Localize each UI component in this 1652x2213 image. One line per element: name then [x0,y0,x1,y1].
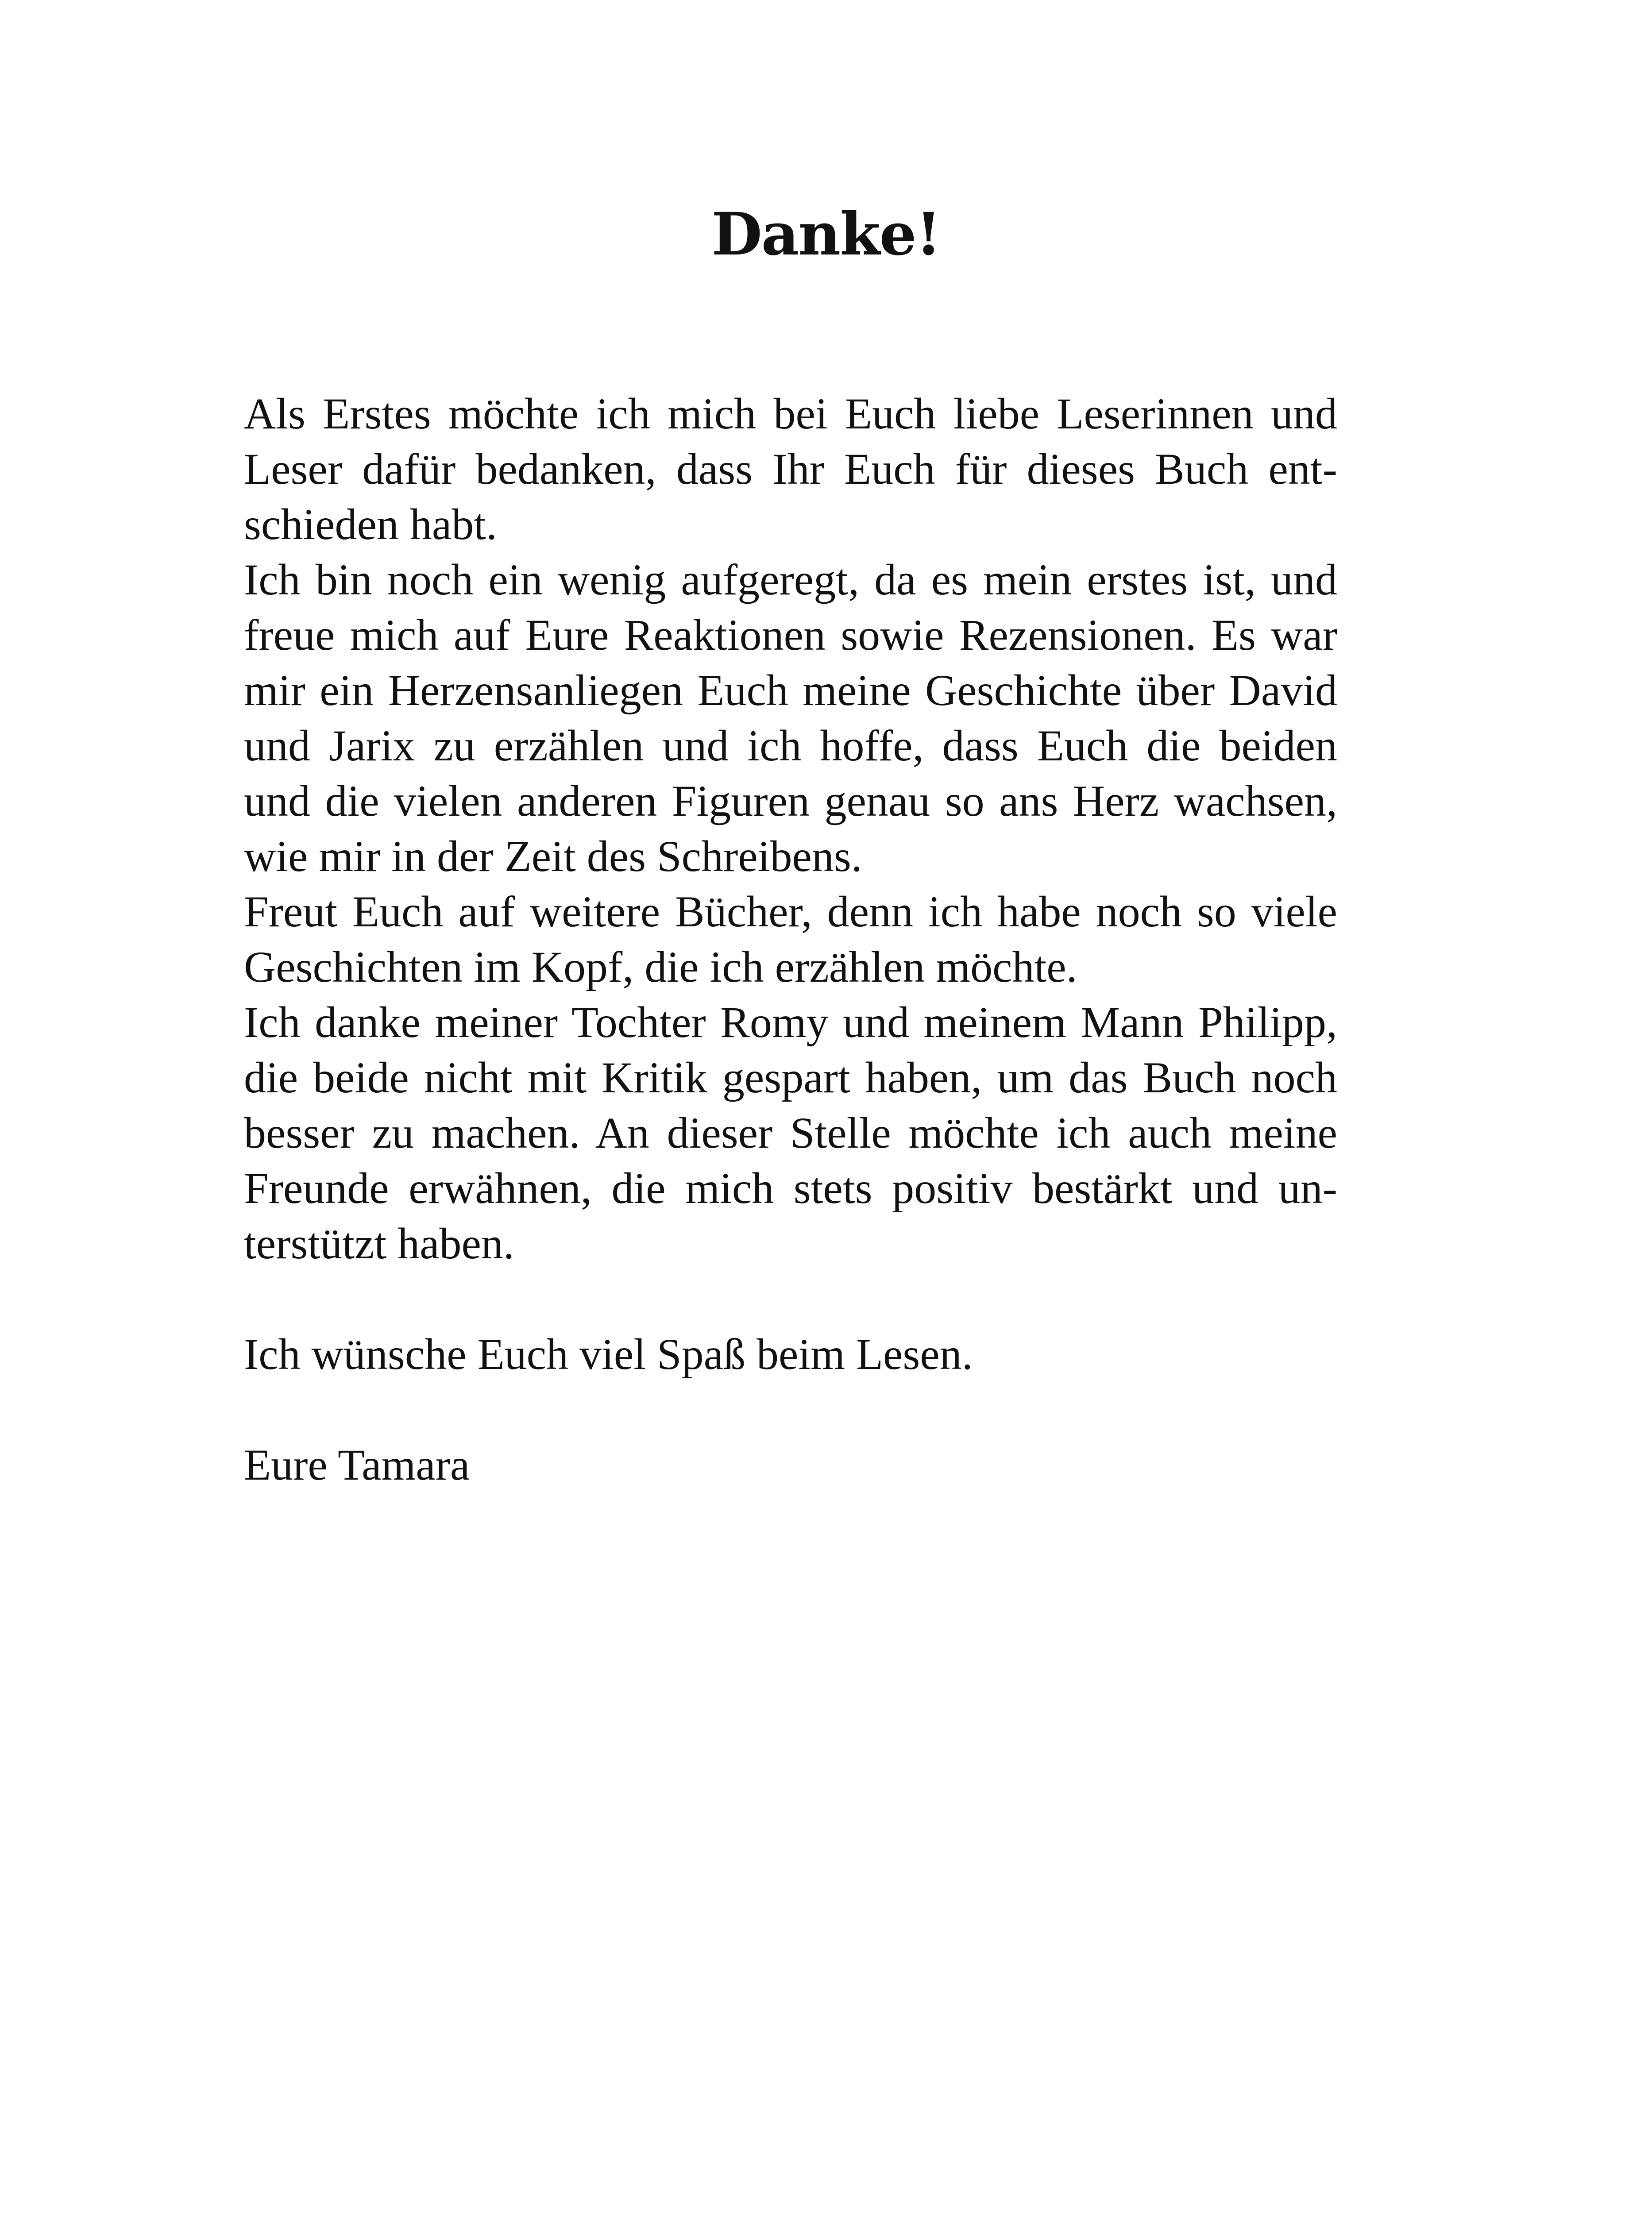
text-line: Freut Euch auf weitere Bücher, denn ich habe noch so viele [244,887,1337,936]
text-line: terstützt haben. [244,1219,514,1268]
text-line: Geschichten im Kopf, die ich erzählen möchte. [244,942,1077,991]
text-line: besser zu machen. An dieser Stelle möchte ich auch meine [244,1108,1337,1157]
paragraph-thanks-family [244,995,1337,1271]
text-line: und die vielen anderen Figuren genau so ans Herz wachsen, [244,776,1337,825]
text-line: Ich danke meiner Tochter Romy und meinem Mann Philipp, [244,998,1337,1047]
paragraph-thanks-readers [244,386,1337,552]
text-line: Ich bin noch ein wenig aufgeregt, da es mein erstes ist, und [244,555,1337,604]
paragraph-more-books [244,884,1337,995]
paragraph-first-book [244,552,1337,884]
text-line: und Jarix zu erzählen und ich hoffe, dass Euch die beiden [244,721,1337,770]
signature: Eure Tamara [244,1440,470,1489]
text-line: die beide nicht mit Kritik gespart haben, um das Buch noch [244,1053,1337,1102]
acknowledgement-text [244,386,1337,1492]
text-line: wie mir in der Zeit des Schreibens. [244,832,862,881]
text-line: Leser dafür bedanken, dass Ihr Euch für dieses Buch ent- [244,444,1337,493]
page-title: Danke! [711,200,941,269]
text-line: freue mich auf Eure Reaktionen sowie Rezensionen. Es war [244,610,1337,659]
text-line: schieden habt. [244,500,498,549]
text-line: Freunde erwähnen, die mich stets positiv bestärkt und un- [244,1164,1337,1213]
paragraph-spacer [244,1382,1337,1437]
text-line: Als Erstes möchte ich mich bei Euch liebe Leserinnen und [244,389,1337,438]
closing-wish: Ich wünsche Euch viel Spaß beim Lesen. [244,1330,973,1379]
text-line: mir ein Herzensanliegen Euch meine Geschichte über David [244,666,1337,715]
paragraph-spacer [244,1271,1337,1326]
